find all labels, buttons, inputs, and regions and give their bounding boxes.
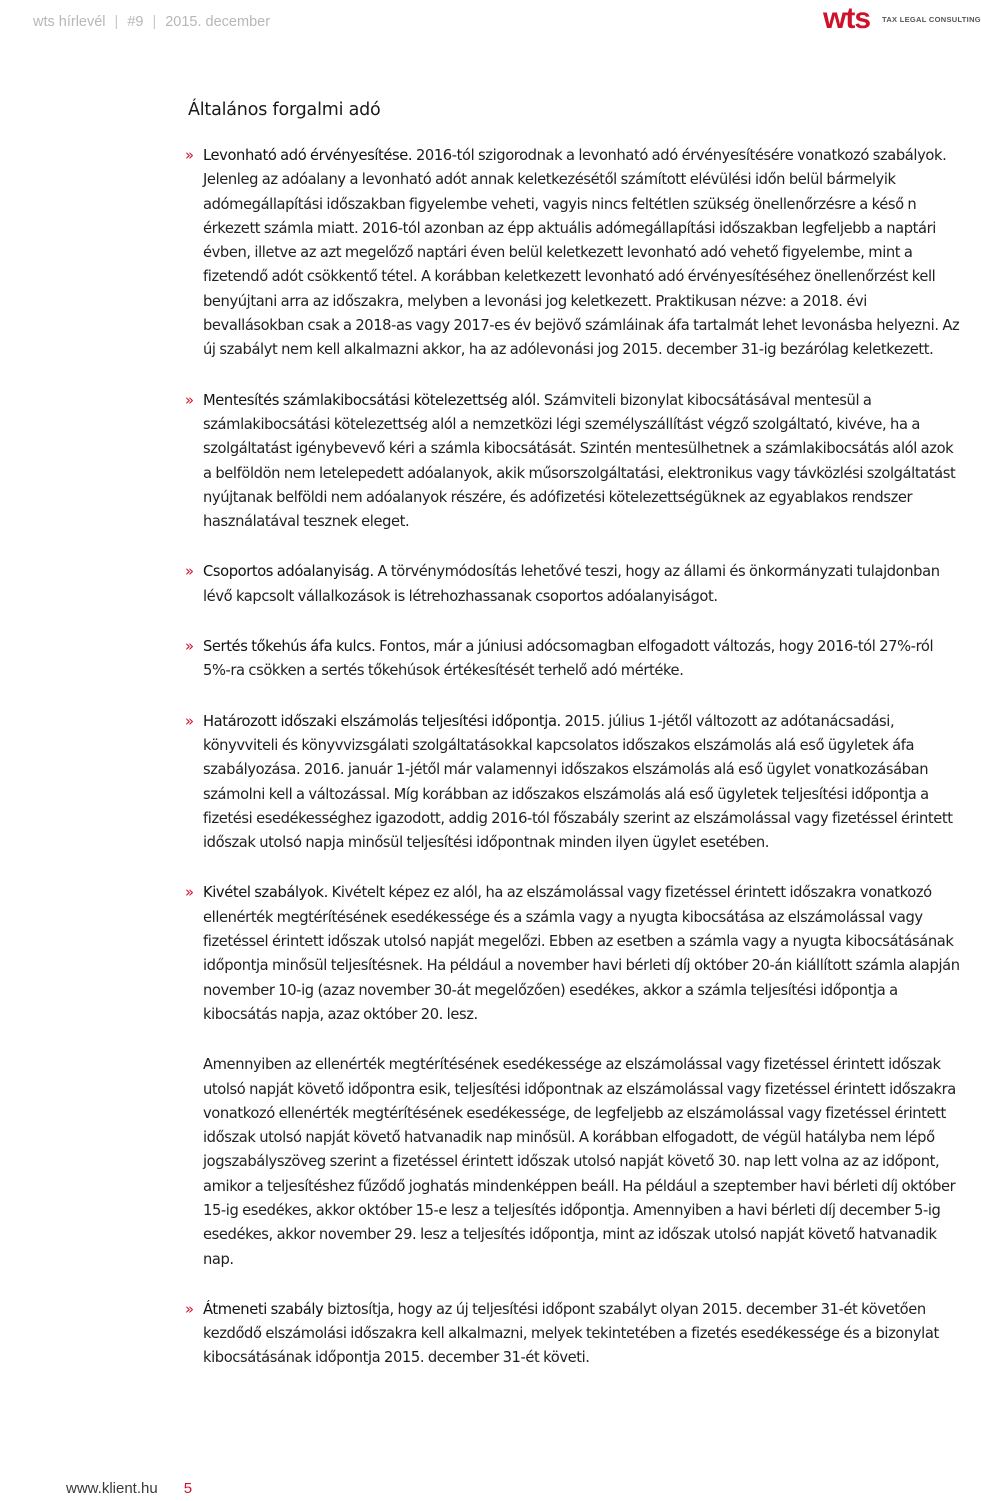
- bullet-marker: »: [185, 391, 194, 409]
- paragraph-text: 2016-tól szigorodnak a levonható adó érvényesítésére vonatkozó szabályok. Jelenleg az adóalany a levonható adót annak keletkezésétől számított elévülési időn belül bármelyik adómegállapítási időszakban figyelembe veheti, vagyis nincs feltétlen szükség önellenőrzésre a késő n érkezett számla miatt. 2016-tól azonban az épp aktuális adómegállapítási időszakban legfeljebb a naptári évben, illetve az azt megelőző naptári éven belül keletkezett levonható adó vehető figyelembe, mint a fizetendő adót csökkentő tétel. A korábban keletkezett levonható adó érvényesítéséhez önellenőrzést kell benyújtani arra az időszakra, melyben a levonási jog keletkezett. Praktikusan nézve: a 2018. évi bevallásokban csak a 2018-as vagy 2017-es év bejövő számláinak áfa tartalmát lehet levonásba helyezni. Az új szabályt nem kell alkalmazni akkor, ha az adólevonási jog 2015. december 31-ig bezárólag keletkezett.: [203, 147, 960, 359]
- paragraph-text: Fontos, már a júniusi adócsomagban elfogadott változás, hogy 2016-tól 27%-ról 5%-ra csökken a sertés tőkehúsok értékesítését terhelő adó mértéke.: [203, 638, 934, 680]
- page-header: [0, 0, 981, 50]
- paragraph-text: 2015. július 1-jétől változott az adótanácsadási, könyvviteli és könyvvizsgálati szolgáltatásokkal kapcsolatos időszakos elszámolás alá eső ügyletek áfa szabályozása. 2016. január 1-jétől már valamennyi időszakos elszámolás alá eső ügylet vonatkozásában számolni kell a változással. Míg korábban az időszakos elszámolás alá eső ügyletek teljesítési időpontja a fizetési esedékességhez igazodott, addig 2016-tól főszabály szerint az elszámolással vagy fizetéssel érintett időszak utolsó napja minősül teljesítési időpontnak minden ilyen ügylet esetében.: [203, 712, 953, 852]
- newsletter-name: wts hírlevél: [33, 14, 106, 30]
- article-body: [185, 144, 960, 1397]
- paragraph-amennyiben: [185, 1053, 960, 1272]
- logo-mark: wts: [823, 2, 871, 35]
- bullet-marker: »: [185, 712, 194, 730]
- issue-date: 2015. december: [165, 14, 271, 30]
- bullet-marker: »: [185, 563, 194, 581]
- wts-logo: [823, 2, 981, 35]
- bullet-marker: »: [185, 147, 194, 164]
- newsletter-masthead: [33, 14, 279, 30]
- footer-url: www.klient.hu: [66, 1480, 158, 1497]
- paragraph-lead: Mentesítés számlakibocsátási kötelezettség alól.: [203, 391, 541, 409]
- paragraph-atmeneti: [185, 1298, 960, 1371]
- issue-number: #9: [127, 14, 144, 30]
- paragraph-sertes: [185, 635, 960, 684]
- logo-tagline: TAX LEGAL CONSULTING: [882, 15, 981, 24]
- paragraph-hatarozott: [185, 710, 960, 856]
- paragraph-mentesites: [185, 389, 960, 535]
- page-number: 5: [183, 1480, 193, 1497]
- paragraph-csoportos: [185, 560, 960, 609]
- paragraph-levonhato-ado: [185, 144, 960, 363]
- separator: |: [152, 14, 157, 30]
- bullet-marker: »: [185, 638, 194, 656]
- paragraph-text: biztosítja, hogy az új teljesítési időpont szabályt olyan 2015. december 31-ét követően kezdődő elszámolási időszakra kell alkalmazni, melyek tekintetében a fizetés esedékessége és a bizonylat kibocsátásának időpontja 2015. december 31-ét követi.: [203, 1300, 939, 1367]
- paragraph-lead: Átmeneti szabály: [203, 1300, 324, 1318]
- section-title: Általános forgalmi adó: [188, 100, 381, 120]
- separator: |: [114, 14, 119, 30]
- page-footer: [66, 1480, 192, 1497]
- paragraph-lead: Csoportos adóalanyiság.: [203, 563, 374, 581]
- paragraph-lead: Sertés tőkehús áfa kulcs.: [203, 638, 376, 656]
- bullet-marker: »: [185, 884, 194, 902]
- paragraph-text: Kivételt képez ez alól, ha az elszámolással vagy fizetéssel érintett időszakra vonatkozó ellenérték megtérítésének esedékessége és a számla vagy a nyugta kibocsátása az elszámolással vagy fizetéssel érintett időszak utolsó napját megelőzi. Ebben az esetben a számla vagy a nyugta kibocsátásának időpontja minősül teljesítésnek. Ha például a november havi bérleti díj október 20-án kiállított számla alapján november 10-ig (azaz november 30-át megelőzően) esedékes, akkor a számla teljesítési időpontja a kibocsátás napja, azaz október 20. lesz.: [203, 884, 960, 1023]
- paragraph-text: A törvénymódosítás lehetővé teszi, hogy az állami és önkormányzati tulajdonban lévő kapcsolt vállalkozások is létrehozhassanak csoportos adóalanyiságot.: [203, 563, 940, 605]
- paragraph-kivetel: [185, 881, 960, 1027]
- bullet-marker: »: [185, 1300, 194, 1318]
- paragraph-text: Amennyiben az ellenérték megtérítésének esedékessége az elszámolással vagy fizetéssel érintett időszak utolsó napját követő időpontra esik, teljesítési időpontnak az elszámolással vagy fizetéssel érintett időszakra vonatkozó ellenérték megtérítésének esedékessége, de legfeljebb az elszámolással vagy fizetéssel érintett időszak utolsó napját követő hatvanadik nap minősül. A korábban elfogadott, de végül hatályba nem lépő jogszabályszöveg szerint a fizetéssel érintett időszak utolsó napját követő 30. nap lett volna az az időpont, amikor a teljesítéshez fűződő joghatás mindenképpen beáll. Ha például a szeptember havi bérleti díj október 15-ig esedékes, akkor október 15-e lesz a teljesítés időpontja. Amennyiben a havi bérleti díj december 5-ig esedékes, akkor november 29. lesz a teljesítés időpontja, mint az időszak utolsó napját követő hatvanadik nap.: [203, 1056, 956, 1268]
- paragraph-lead: Határozott időszaki elszámolás teljesítési időpontja.: [203, 712, 561, 730]
- paragraph-lead: Levonható adó érvényesítése.: [203, 147, 413, 164]
- paragraph-lead: Kivétel szabályok.: [203, 884, 328, 902]
- paragraph-text: Számviteli bizonylat kibocsátásával mentesül a számlakibocsátási kötelezettség alól a nemzetközi légi személyszállítást végző szolgáltató, kivéve, ha a szolgáltatást igénybevevő kéri a számla kibocsátását. Szintén mentesülhetnek a számlakibocsátás alól azok a belföldön nem letelepedett adóalanyok, akik műsorszolgáltatási, elektronikus vagy távközlési szolgáltatást nyújtanak belföldi nem adóalanyok részére, és adófizetési kötelezettségüknek az egyablakos rendszer használatával tesznek eleget.: [203, 391, 956, 531]
